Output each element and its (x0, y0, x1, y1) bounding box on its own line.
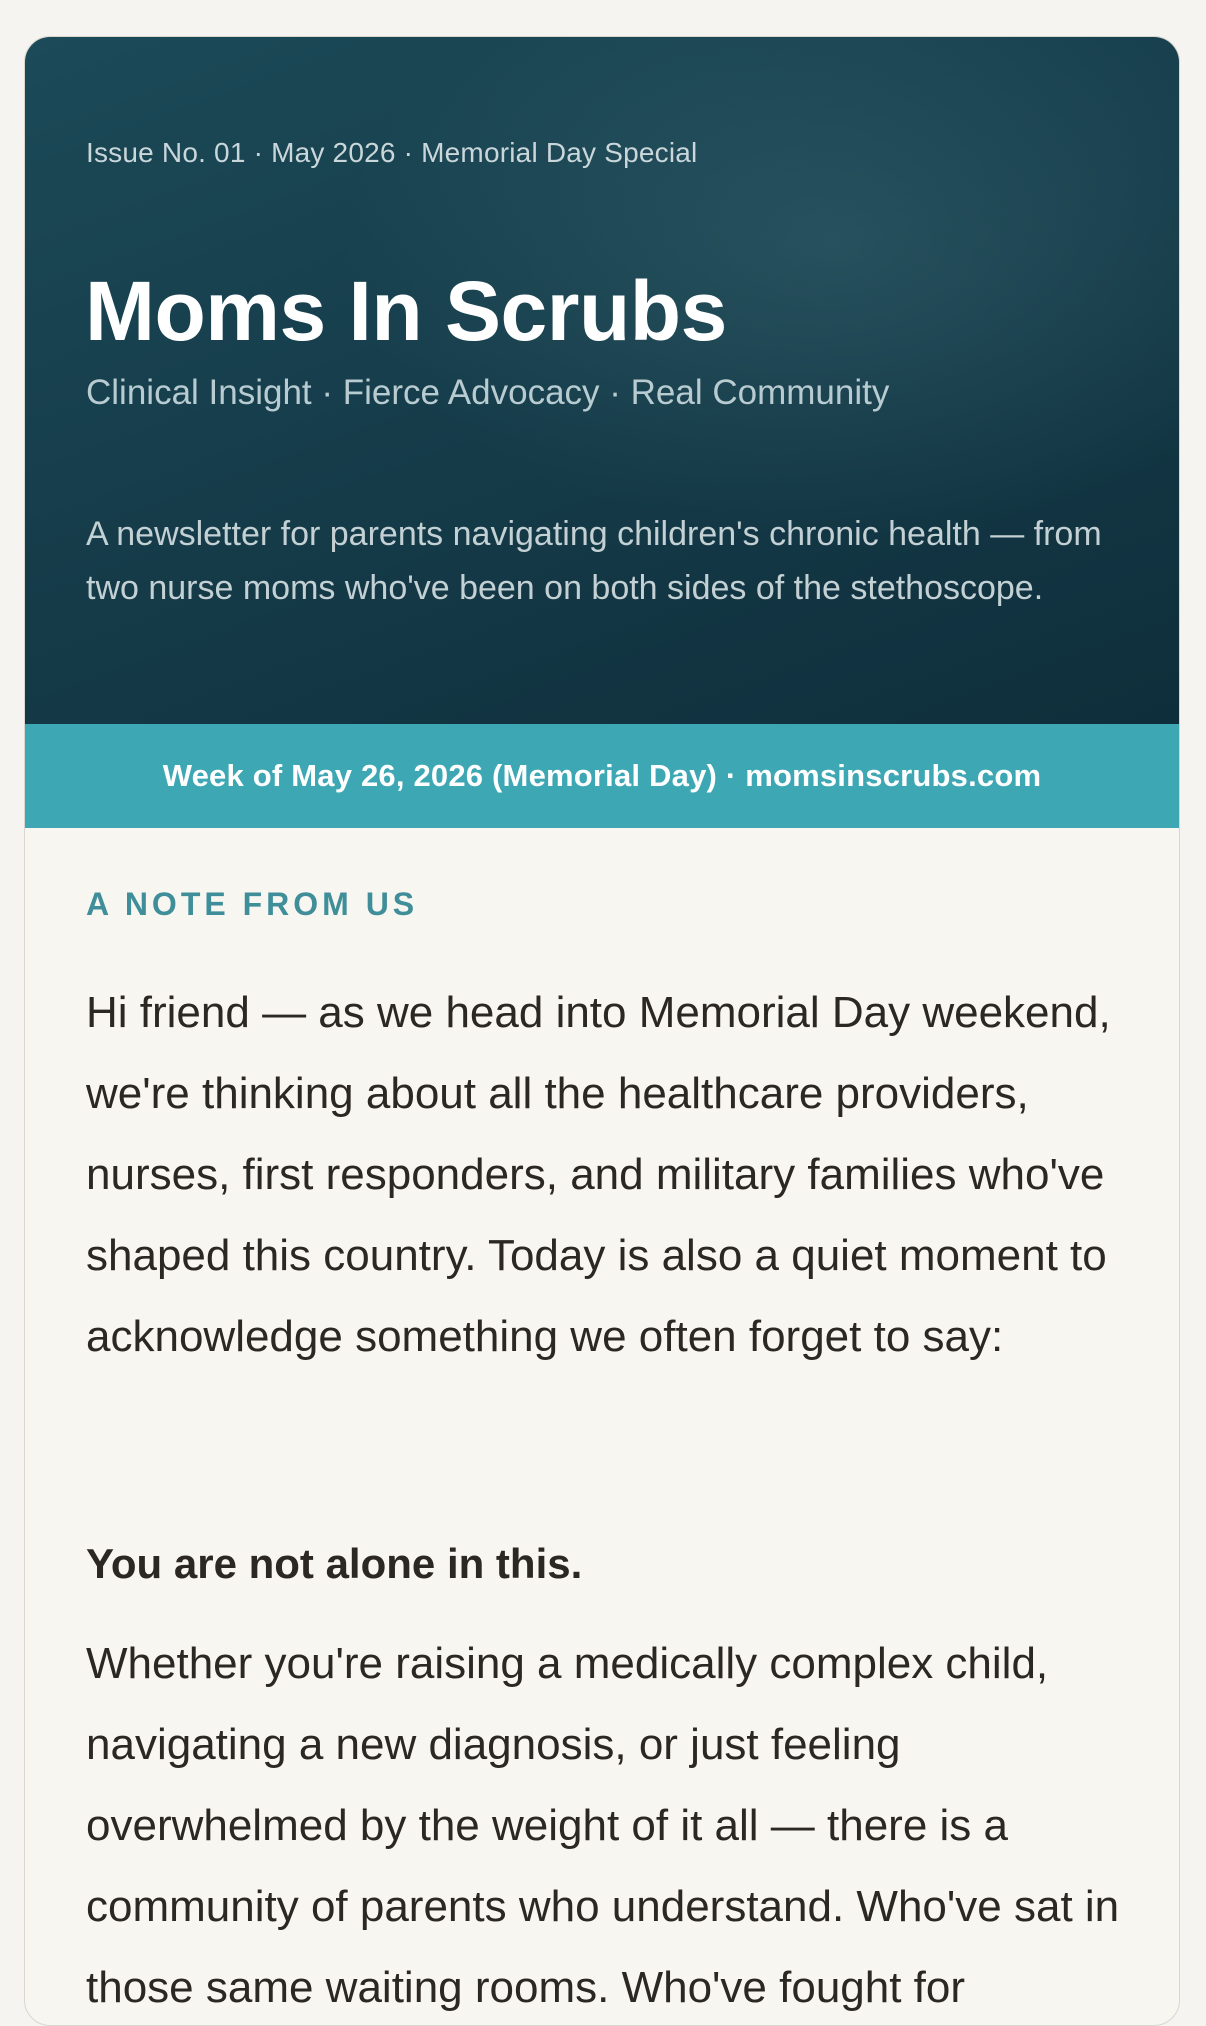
newsletter-intro: A newsletter for parents navigating children's chronic health — from two nurse moms who've been on both sides of the stethoscope. (86, 515, 1102, 607)
newsletter-header (25, 37, 1179, 724)
note-paragraph-1: Hi friend — as we head into Memorial Day weekend, we're thinking about all the healthcare providers, nurses, first responders, and military families who've shaped this country. Today is also a quiet moment to acknowledge something we often forget to say: (86, 988, 1111, 1361)
issue-kicker: Issue No. 01 · May 2026 · Memorial Day Special (86, 137, 698, 168)
date-website-band: Week of May 26, 2026 (Memorial Day) · momsinscrubs.com (25, 724, 1179, 828)
newsletter-tagline: Clinical Insight · Fierce Advocacy · Real Community (86, 373, 890, 412)
section-label: A NOTE FROM US (86, 886, 419, 922)
note-emphasis: You are not alone in this. (86, 1540, 583, 1587)
newsletter-card (24, 36, 1180, 2026)
newsletter-title: Moms In Scrubs (85, 264, 727, 358)
note-paragraph-2: Whether you're raising a medically complex child, navigating a new diagnosis, or just feeling overwhelmed by the weight of it all — there is a community of parents who understand. Who've sat in those same waiting rooms. Who've fought for (86, 1639, 1120, 2012)
